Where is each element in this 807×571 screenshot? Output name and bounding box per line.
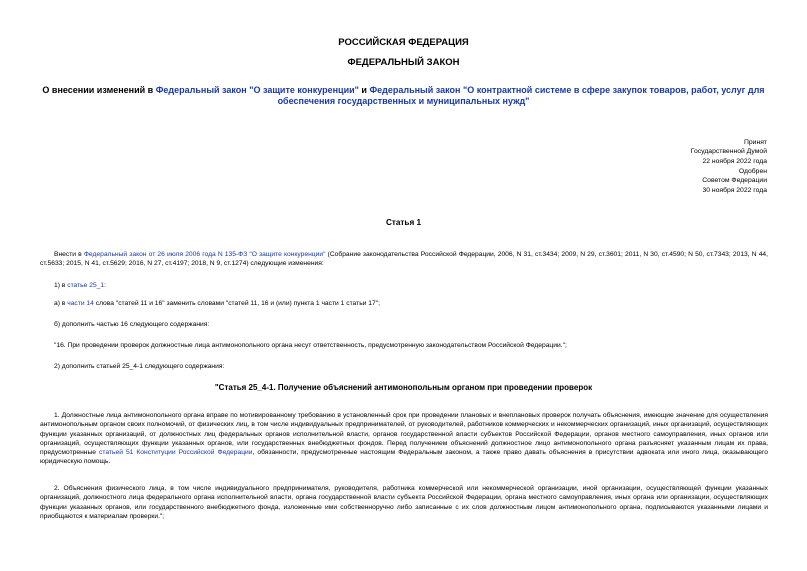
p3-prefix: а) в xyxy=(54,300,68,307)
title-middle: и xyxy=(358,85,370,95)
accepted-by: Государственной Думой xyxy=(690,148,767,156)
p2-suffix: : xyxy=(104,282,106,289)
approved-label: Одобрен xyxy=(738,168,767,175)
article-25-1-link[interactable]: статье 25_1 xyxy=(67,282,105,289)
p7-rest: , обязанности, предусмотренные настоящим Федеральным законом, а также право давать объяснения в присутствии адвоката или иного лица, оказывающего юридическую помощь. xyxy=(40,449,769,466)
p2-prefix: 1) в xyxy=(54,282,68,289)
paragraph-part-1 xyxy=(40,411,768,467)
p7-text: 1. Должностные лица антимонопольного органа вправе по мотивированному требованию в установленный срок при проведении плановых и внеплановых проверок получать объяснения, имеющие значение для осуществления антимонопольным органом своих полномочий, от физических лиц, в том числе индивидуальных предпринимателей, от руководителей, работников коммерческих и некоммерческих организаций, иных организаций, осуществляющих функции указанных организаций, от должностных лиц федеральных органов исполнительной власти, органов государственной власти субъектов Российской Федерации, органов местного самоуправления, иных органов или организаций, осуществляющих функции указанных органов, или государственных внебюджетных фондов. Перед получением объяснений должностное лицо антимонопольного органа разъясняет указанным лицам их права, предусмотренные xyxy=(40,412,768,457)
paragraph-item-1 xyxy=(54,281,768,290)
approval-info xyxy=(702,167,767,195)
title-link-procurement-law[interactable]: Федеральный закон "О контрактной системе в сфере закупок товаров, работ, услуг для обеспечения государственных и муниципальных нужд" xyxy=(277,85,765,106)
law-title xyxy=(40,85,767,107)
adoption-info xyxy=(691,138,767,166)
paragraph-part-2: 2. Объяснения физического лица, в том числе индивидуального предпринимателя, руководителя, работника коммерческой или некоммерческой организации, иной организации, осуществляющей функции указанных организаций, должностного лица федерального органа исполнительной власти, органа государственной власти субъекта Российской Федерации, органа местного самоуправления, иных органа или организации, осуществляющих функции указанных органов, или государственного внебюджетного фонда, изложенные ими собственноручно либо записанные с их слов должностным лицом антимонопольного органа, подписываются указанными лицами и приобщаются к материалам проверки."; xyxy=(40,485,768,520)
approved-by: Советом Федерации xyxy=(702,177,767,185)
part-14-link[interactable]: части 14 xyxy=(67,300,94,307)
p1-prefix: Внести в xyxy=(54,251,84,258)
article-heading: Статья 1 xyxy=(385,218,422,227)
p1-law-link[interactable]: Федеральный закон от 26 июля 2006 года N 135-ФЗ "О защите конкуренции" xyxy=(83,251,326,258)
doc-type-heading: ФЕДЕРАЛЬНЫЙ ЗАКОН xyxy=(347,57,460,68)
paragraph-part-16: "16. При проведении проверок должностные лица антимонопольного органа несут ответственность, предусмотренную законодательством Российской Федерации."; xyxy=(54,342,567,349)
accepted-label: Принят xyxy=(743,139,767,146)
paragraph-item-2: 2) дополнить статьей 25_4-1 следующего содержания: xyxy=(54,363,225,370)
title-link-competition-law[interactable]: Федеральный закон "О защите конкуренции" xyxy=(155,85,359,95)
paragraph-item-a xyxy=(54,299,768,308)
constitution-article-51-link[interactable]: статьей 51 Конституции Российской Федерации xyxy=(99,449,253,457)
title-prefix: О внесении изменений в xyxy=(42,85,156,95)
approved-date: 30 ноября 2022 года xyxy=(702,186,767,194)
article-25-4-1-heading: "Статья 25_4-1. Получение объяснений антимонопольным органом при проведении проверок xyxy=(214,383,593,392)
paragraph-item-b: б) дополнить частью 16 следующего содержания: xyxy=(54,321,210,328)
paragraph-intro xyxy=(40,250,768,269)
p3-rest: слова "статей 11 и 16" заменить словами "статей 11, 16 и (или) пункта 1 части 1 статьи 17"; xyxy=(93,300,380,307)
accepted-date: 22 ноября 2022 года xyxy=(702,157,767,165)
country-heading: РОССИЙСКАЯ ФЕДЕРАЦИЯ xyxy=(338,37,469,48)
p1-rest: (Собрание законодательства Российской Федерации, 2006, N 31, ст.3434; 2009, N 29, ст.3601; 2011, N 30, ст.4590; N 50, ст.7343; 2013, N 44, ст.5633; 2015, N 41, ст.5629; 2016, N 27, ст.4197; 2018, N 9, ст.1274) следующие изменения: xyxy=(40,251,768,268)
